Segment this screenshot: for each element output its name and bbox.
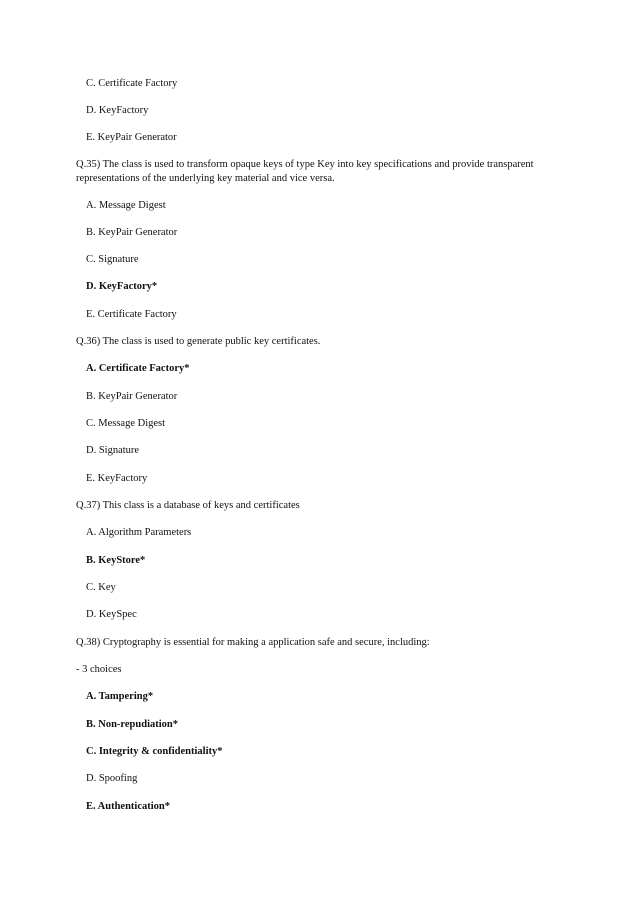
q38-option-e-correct: E. Authentication* (86, 801, 171, 812)
q37-option-b-correct: B. KeyStore* (86, 555, 146, 566)
q35-option-a: A. Message Digest (86, 200, 166, 211)
question-35-line-2: representations of the underlying key material and vice versa. (76, 173, 335, 184)
q36-option-d: D. Signature (86, 445, 140, 456)
q36-option-a-correct: A. Certificate Factory* (86, 363, 190, 374)
question-37: Q.37) This class is a database of keys and certificates (76, 500, 300, 511)
option-c-certificate-factory: C. Certificate Factory (86, 78, 178, 89)
q36-option-e: E. KeyFactory (86, 473, 148, 484)
q38-option-d: D. Spoofing (86, 773, 138, 784)
q35-option-b: B. KeyPair Generator (86, 227, 178, 238)
q35-option-d-correct: D. KeyFactory* (86, 281, 158, 292)
question-36: Q.36) The class is used to generate public key certificates. (76, 336, 321, 347)
q36-option-b: B. KeyPair Generator (86, 391, 178, 402)
q38-option-c-correct: C. Integrity & confidentiality* (86, 746, 223, 757)
q38-option-b-correct: B. Non-repudiation* (86, 719, 178, 730)
option-e-keypair-generator: E. KeyPair Generator (86, 132, 177, 143)
q37-option-d: D. KeySpec (86, 609, 137, 620)
q38-choice-count: - 3 choices (76, 664, 122, 675)
q37-option-a: A. Algorithm Parameters (86, 527, 192, 538)
question-38: Q.38) Cryptography is essential for making a application safe and secure, including: (76, 637, 430, 648)
q35-option-c: C. Signature (86, 254, 139, 265)
q37-option-c: C. Key (86, 582, 116, 593)
q38-option-a-correct: A. Tampering* (86, 691, 154, 702)
option-d-keyfactory: D. KeyFactory (86, 105, 149, 116)
question-35-line-1: Q.35) The class is used to transform opaque keys of type Key into key specifications and provide transparent (76, 159, 534, 170)
q36-option-c: C. Message Digest (86, 418, 166, 429)
q35-option-e: E. Certificate Factory (86, 309, 177, 320)
